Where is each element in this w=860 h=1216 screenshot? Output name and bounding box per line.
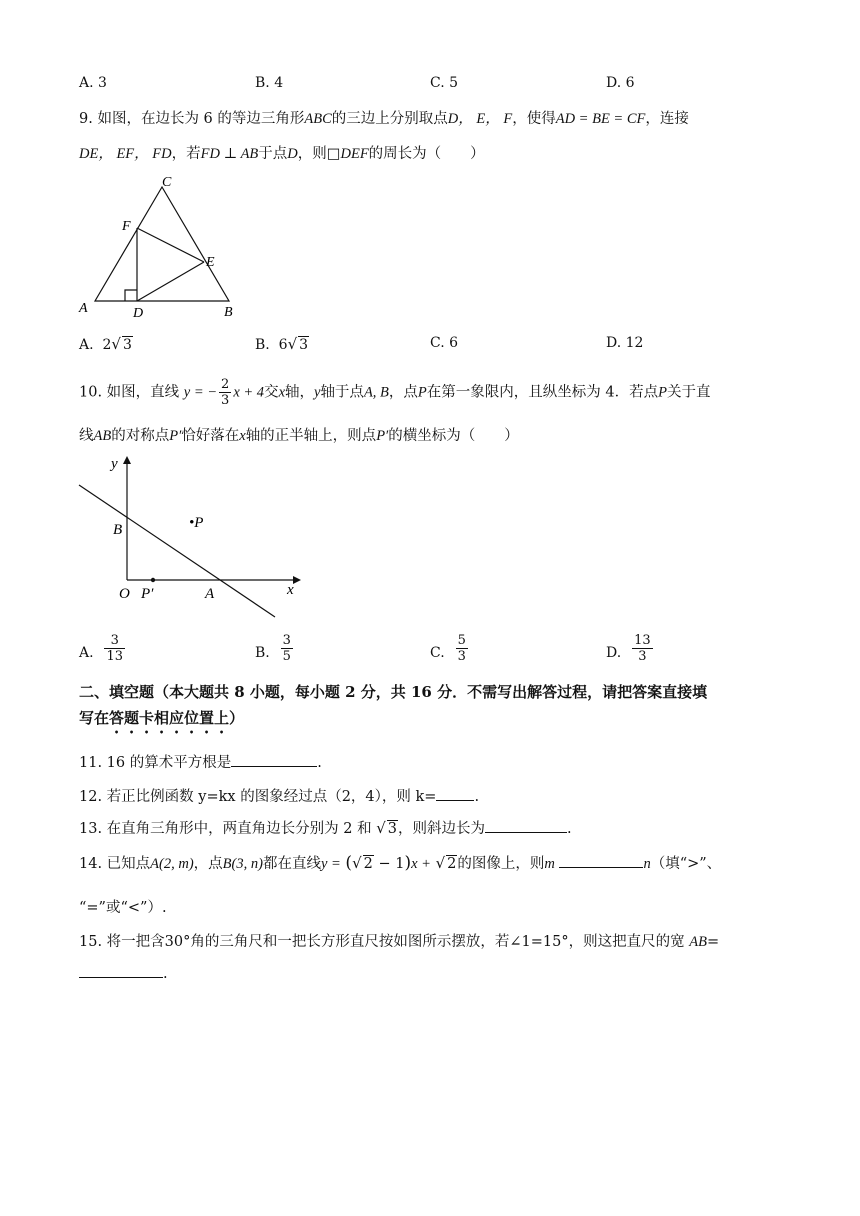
q8-option-c: C. 5 [430, 75, 459, 91]
answer-blank[interactable] [79, 977, 163, 978]
section-heading-line1: 二、填空题（本大题共 8 小题，每小题 2 分，共 16 分．不需写出解答过程，请把答案直接填 [79, 683, 708, 701]
q10-option-c: C. $\frac{5}{3}$ [430, 633, 466, 664]
label-a: A [79, 301, 88, 316]
q10-line2: 线AB的对称点P′恰好落在x轴的正半轴上，则点P′的横坐标为（ ） [79, 428, 519, 444]
y-axis-arrow [123, 456, 131, 464]
label-e: E [206, 255, 215, 270]
label-b: B [113, 522, 123, 538]
answer-blank[interactable] [231, 766, 317, 767]
segment-fe [137, 228, 204, 262]
q10-option-b: B. $\frac{3}{5}$ [255, 633, 291, 664]
q10-line1: 10. 如图，直线 y = − $\frac{2}{3}$ x + 4交x轴，y轴于点A, B，点P在第一象限内，且纵坐标为 4．若点P关于直 [79, 377, 711, 408]
q12: 12. 若正比例函数 y=kx 的图象经过点（2，4），则 k= . [79, 789, 480, 805]
label-f: F [122, 219, 131, 234]
answer-blank[interactable] [559, 867, 643, 868]
answer-blank[interactable] [485, 832, 567, 833]
q9-triangle-figure [75, 170, 245, 322]
q10-coordinate-figure [75, 452, 305, 624]
label-a: A [205, 586, 215, 602]
label-x: x [287, 582, 294, 598]
line-ab [79, 485, 275, 617]
q9-line2: DE， EF， FD，若FD ⊥ AB于点D，则□DEF的周长为（ ） [79, 146, 485, 162]
right-angle-mark [125, 290, 137, 301]
q8-option-a: A. 3 [79, 75, 107, 91]
q14-line1: 14. 已知点A(2, m)，点B(3, n)都在直线y = (√ 2 − 1)x + √ 2的图像上，则m n（填“>”、 [79, 853, 722, 873]
label-d: D [133, 306, 144, 321]
label-p-prime: P′ [141, 586, 154, 602]
q8-option-d: D. 6 [606, 75, 635, 91]
triangle-abc [95, 187, 229, 301]
label-y: y [111, 456, 118, 472]
q9-option-a: A. 2√ 3 [79, 335, 132, 353]
q10-option-d: D. $\frac{13}{3}$ [606, 633, 651, 664]
q15-line1: 15. 将一把含30°角的三角尺和一把长方形直尺按如图所示摆放，若∠1=15°，则这把直尺的宽 AB= [79, 934, 720, 950]
segment-de [137, 262, 204, 301]
section-fill-in-heading [79, 679, 707, 737]
label-b: B [224, 305, 233, 320]
q14-line2: “=”或“<”）. [79, 900, 167, 916]
q10-option-a: A. $\frac{3}{13}$ [79, 633, 124, 664]
label-c: C [162, 175, 172, 190]
q9-line1: 9. 如图，在边长为 6 的等边三角形ABC的三边上分别取点D， E， F，使得AD = BE = CF，连接 [79, 111, 689, 127]
answer-blank[interactable] [436, 800, 474, 801]
q13: 13. 在直角三角形中，两直角边长分别为 2 和 √ 3，则斜边长为 . [79, 819, 572, 837]
q9-option-b: B. 6√ 3 [255, 335, 309, 353]
section-heading-line2: 写在答题卡相应位置上） [79, 709, 245, 727]
label-o: O [119, 586, 130, 602]
q15-line2: . [79, 966, 168, 982]
q11: 11. 16 的算术平方根是 . [79, 755, 322, 771]
q9-option-d: D. 12 [606, 335, 644, 351]
q9-option-c: C. 6 [430, 335, 459, 351]
label-p: •P [189, 515, 204, 531]
x-axis-arrow [293, 576, 301, 584]
point-p-prime [151, 578, 155, 582]
q8-option-b: B. 4 [255, 75, 284, 91]
